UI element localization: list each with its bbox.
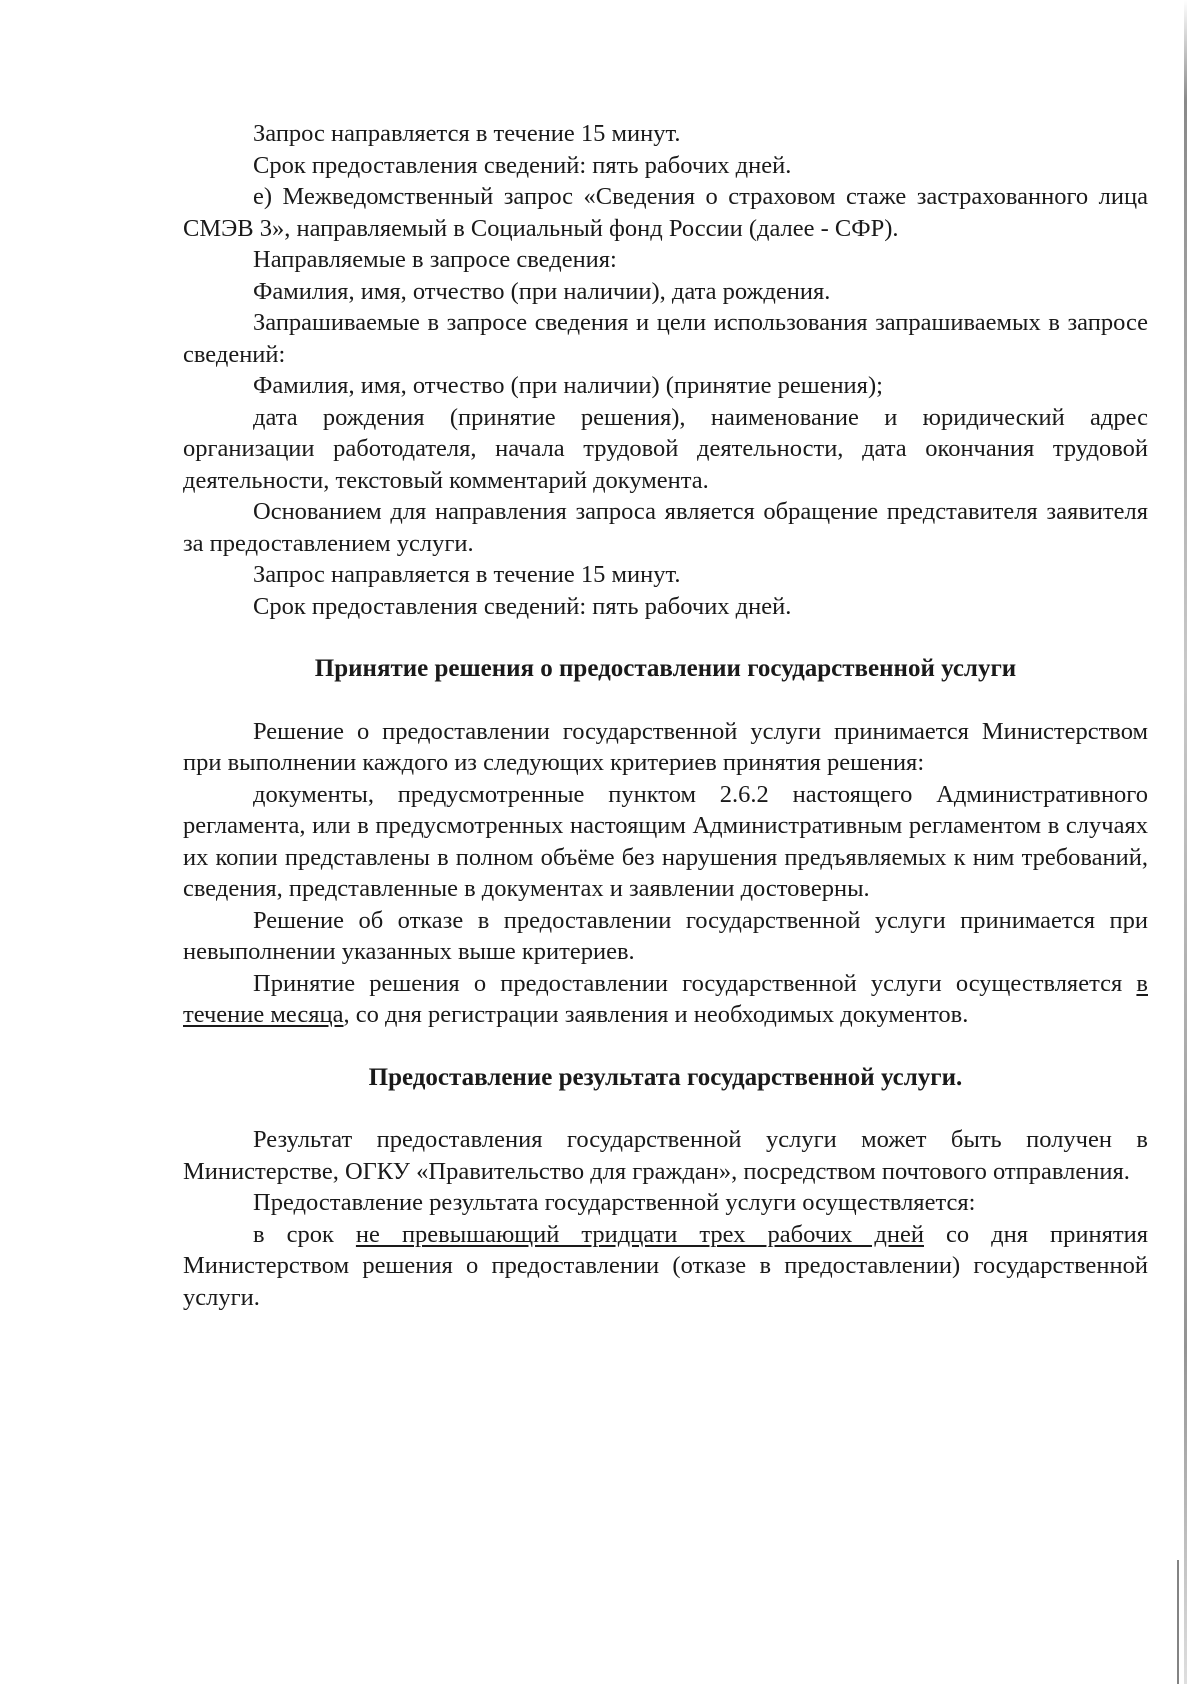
paragraph: Основанием для направления запроса является обращение представителя заявителя за предоставлением услуги. (183, 498, 1148, 557)
paragraph: Запрашиваемые в запросе сведения и цели использования запрашиваемых в запросе сведений: (183, 309, 1148, 368)
spacer (183, 685, 1148, 716)
document-body (183, 118, 1148, 1313)
paragraph: Запрос направляется в течение 15 минут. (253, 120, 681, 147)
paragraph: дата рождения (принятие решения), наименование и юридический адрес организации работодателя, начала трудовой деятельности, дата окончания трудовой деятельности, текстовый комментарий документа. (183, 403, 1148, 494)
paragraph: Решение о предоставлении государственной услуги принимается Министерством при выполнении каждого из следующих критериев принятия решения: (183, 717, 1148, 776)
paragraph: Срок предоставления сведений: пять рабочих дней. (253, 592, 792, 620)
paragraph: Результат предоставления государственной услуги может быть получен в Министерстве, ОГКУ «Правительство для граждан», посредством почтового отправления. (183, 1126, 1148, 1185)
scan-edge-line (1184, 0, 1187, 1684)
paragraph (183, 968, 1148, 1031)
text-run: в срок (253, 1220, 356, 1248)
paragraph: документы, предусмотренные пунктом 2.6.2 настоящего Административного регламента, или в предусмотренных настоящим Административным регламентом в случаях их копии представлены в полном объёме без нарушения предъявляемых к ним требований, сведения, представленные в документах и заявлении достоверны. (183, 780, 1148, 902)
section-heading: Предоставление результата государственной услуги. (368, 1063, 963, 1091)
spacer (183, 622, 1148, 653)
paragraph: е) Межведомственный запрос «Сведения о страховом стаже застрахованного лица СМЭВ 3», направляемый в Социальный фонд России (далее - СФР). (183, 183, 1148, 242)
paragraph: Предоставление результата государственной услуги осуществляется: (253, 1189, 976, 1216)
text-run: со дня принятия Министерством решения о предоставлении (отказе в предоставлении) государственной услуги. (183, 1220, 1148, 1311)
paragraph: Фамилия, имя, отчество (при наличии) (принятие решения); (253, 372, 883, 399)
section-heading: Принятие решения о предоставлении государственной услуги (314, 655, 1017, 682)
spacer (183, 1093, 1148, 1124)
paragraph: Фамилия, имя, отчество (при наличии), дата рождения. (253, 277, 831, 305)
paragraph: Срок предоставления сведений: пять рабочих дней. (253, 151, 792, 179)
underlined-text: в течение месяца (183, 969, 1148, 1028)
paragraph: Направляемые в запросе сведения: (253, 246, 617, 273)
text-run: , со дня регистрации заявления и необходимых документов. (343, 1001, 969, 1028)
paragraph: Решение об отказе в предоставлении государственной услуги принимается при невыполнении указанных выше критериев. (183, 906, 1148, 965)
text-run: Принятие решения о предоставлении государственной услуги осуществляется (253, 969, 1137, 997)
spacer (183, 1031, 1148, 1062)
scan-edge-line-bottom (1177, 1560, 1179, 1684)
paragraph (183, 1219, 1148, 1314)
underlined-text: не превышающий тридцати трех рабочих дней (355, 1220, 924, 1248)
paragraph: Запрос направляется в течение 15 минут. (253, 561, 681, 588)
